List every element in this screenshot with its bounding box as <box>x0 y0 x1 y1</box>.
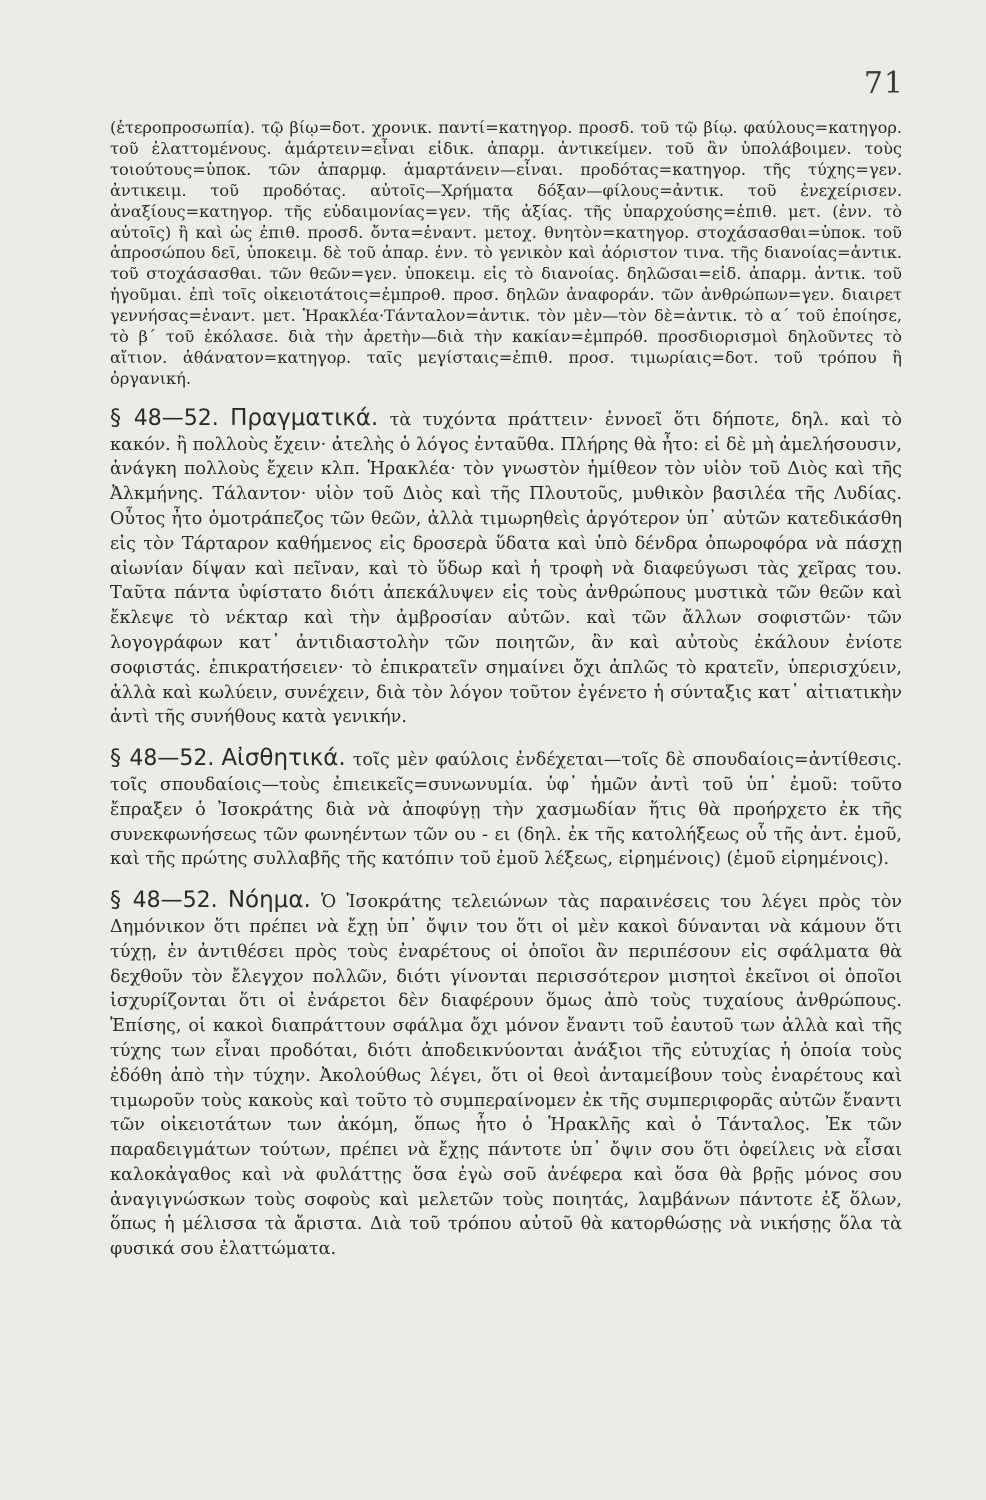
grammatical-notes <box>110 118 902 390</box>
section-paragraph <box>110 746 902 872</box>
section-number: § 48—52. <box>110 888 218 914</box>
section-body: Ὁ Ἰσοκράτης τελειώνων τὰς παραινέσεις του λέγει πρὸς τὸν Δημόνικον ὅτι πρέπει νὰ ἔχῃ ὑπ᾿ ὄψιν του ὅτι οἱ μὲν κακοὶ δύνανται νὰ κάμουν ὅτι τύχῃ, ἐν ἀντιθέσει πρὸς τοὺς ἐναρέτους οἱ ὁποῖοι ἂν περιπέσουν εἰς σφάλματα θὰ δεχθοῦν τὸν ἔλεγχον πολλῶν, διότι γίνονται περισσότερον μισητοὶ ἐκεῖνοι οἱ ὁποῖοι ἰσχυρίζονται ὅτι οἱ ἐνάρετοι δὲν διαφέρουν ὅμως ἀπὸ τοὺς τυχαίους ἀνθρώπους. Ἐπίσης, οἱ κακοὶ διαπράττουν σφάλμα ὄχι μόνον ἔναντι τοῦ ἑαυτοῦ των ἀλλὰ καὶ τῆς τύχης των εἶναι προδόται, διότι ἀποδεικνύονται ἀνάξιοι τῆς εὐτυχίας ἡ ὁποία τοὺς ἐδόθη ἀπὸ τὴν τύχην. Ἀκολούθως λέγει, ὅτι οἱ θεοὶ ἀνταμείβουν τοὺς ἐναρέτους καὶ τιμωροῦν τοὺς κακοὺς καὶ τοῦτο τὸ συμπεραίνομεν ἐκ τῆς συμπεριφορᾶς αὐτῶν ἔναντι τῶν οἰκειοτάτων των ἀκόμη, ὅπως ἦτο ὁ Ἡρακλῆς καὶ ὁ Τάνταλος. Ἐκ τῶν παραδειγμάτων τούτων, πρέπει νὰ ἔχῃς πάντοτε ὑπ᾿ ὄψιν σου ὅτι ὀφείλεις νὰ εἶσαι καλοκἀγαθος καὶ νὰ φυλάττῃς ὅσα ἐγὼ σοῦ ἀνέφερα καὶ ὅσα θὰ βρῇς μόνος σου ἀναγιγνώσκων τοὺς σοφοὺς καὶ μελετῶν τοὺς ποιητάς, λαμβάνων πάντοτε ἐξ ὅλων, ὅπως ἡ μέλισσα τὰ ἄριστα. Διὰ τοῦ τρόπου αὐτοῦ θὰ κατορθώσῃς νὰ νικήσῃς ὅλα τὰ φυσικά σου ἐλαττώματα. <box>110 892 902 1260</box>
section-body: τὰ τυχόντα πράττειν· ἐννοεῖ ὅτι δήποτε, δηλ. καὶ τὸ κακόν. ἢ πολλοὺς ἔχειν· ἀτελὴς ὁ λόγος ἐνταῦθα. Πλήρης θὰ ἦτο: εἰ δὲ μὴ ἀμελήσουσιν, ἀνάγκη πολλοὺς ἔχειν κλπ. Ἡρακλέα· τὸν γνωστὸν ἡμίθεον τὸν υἱὸν τοῦ Διὸς καὶ τῆς Ἀλκμήνης. Τάλαντον· υἱὸν τοῦ Διὸς καὶ τῆς Πλουτοῦς, μυθικὸν βασιλέα τῆς Λυδίας. Οὗτος ἦτο ὁμοτράπεζος τῶν θεῶν, ἀλλὰ τιμωρηθεὶς ἀργότερον ὑπ᾿ αὐτῶν κατεδικάσθη εἰς τὸν Τάρταρον καθήμενος εἰς δροσερὰ ὕδατα καὶ ὑπὸ δένδρα ὀπωροφόρα νὰ πάσχῃ αἰωνίαν δίψαν καὶ πεῖναν, καὶ τὸ ὕδωρ καὶ ἡ τροφὴ νὰ διαφεύγωσι τὰς χεῖρας του. Ταῦτα πάντα ὑφίστατο διότι ἀπεκάλυψεν εἰς τοὺς ἀνθρώπους μυστικὰ τῶν θεῶν καὶ ἔκλεψε τὸ νέκταρ καὶ τὴν ἀμβροσίαν αὐτῶν. καὶ τῶν ἄλλων σοφιστῶν· τῶν λογογράφων κατ᾿ ἀντιδιαστολὴν τῶν ποιητῶν, ἂν καὶ αὐτοὺς ἐκάλουν ἐνίοτε σοφιστάς. ἐπικρατήσειεν· τὸ ἐπικρατεῖν σημαίνει ὄχι ἁπλῶς τὸ κρατεῖν, ὑπερισχύειν, ἀλλὰ καὶ κωλύειν, συνέχειν, διὰ τὸν λόγον τοῦτον ἐγένετο ἡ σύνταξις κατ᾿ αἰτιατικὴν ἀντὶ τῆς συνήθους κατὰ γενικήν. <box>110 409 902 728</box>
section-noima <box>110 888 902 1262</box>
section-body: τοῖς μὲν φαύλοις ἐνδέχεται—τοῖς δὲ σπουδαίοις=ἀντίθεσις. τοῖς σπουδαίοις—τοὺς ἐπιεικεῖς=συνωνυμία. ὑφ᾿ ἡμῶν ἀντὶ τοῦ ὑπ᾿ ἐμοῦ: τοῦτο ἔπραξεν ὁ Ἰσοκράτης διὰ νὰ ἀποφύγῃ τὴν χασμωδίαν ἥτις θὰ προήρχετο ἐκ τῆς συνεκφωνήσεως τῶν φωνηέντων τῶν ου - ει (δηλ. ἐκ τῆς κατολήξεως οὗ τῆς ἀντ. ἐμοῦ, καὶ τῆς πρώτης συλλαβῆς τῆς κατόπιν τοῦ ἐμοῦ λέξεως, εἰρημένοις) (ἐμοῦ εἰρημένοις). <box>110 750 902 870</box>
section-paragraph <box>110 888 902 1262</box>
section-title: Πραγματικά. <box>230 404 379 431</box>
section-title: Αἰσθητικά. <box>221 745 346 772</box>
notes-text: (ἑτεροπροσωπία). τῷ βίῳ=δοτ. χρονικ. παντί=κατηγορ. προσδ. τοῦ τῷ βίῳ. φαύλους=κατηγορ. τοῦ ἐλαττομένους. ἁμάρτειν=εἶναι εἰδικ. ἀπαρμ. ἀντικείμεν. τοῦ ἂν ὑπολάβοιμεν. τοὺς τοιούτους=ὑποκ. τῶν ἀπαρμφ. ἁμαρτάνειν—εἶναι. προδότας=κατηγορ. τῆς τύχης=γεν. ἀντικειμ. τοῦ προδότας. αὐτοῖς—Χρήματα δόξαν—φίλους=ἀντικ. τοῦ ἐνεχείρισεν. ἀναξίους=κατηγορ. τῆς εὐδαιμονίας=γεν. τῆς ἀξίας. τῆς ὑπαρχούσης=ἐπιθ. μετ. (ἐνν. τὸ αὐτοῖς) ἢ καὶ ὡς ἐπιθ. προσδ. ὄντα=ἐναντ. μετοχ. θνητὸν=κατηγορ. στοχάσασθαι=ὑποκ. τοῦ ἀπροσώπου δεῖ, ὑποκειμ. δὲ τοῦ ἀπαρ. ἐνν. τὸ γενικὸν καὶ ἀόριστον τινα. τῆς διανοίας=ἀντικ. τοῦ στοχάσασθαι. τῶν θεῶν=γεν. ὑποκειμ. εἰς τὸ διανοίας. δηλῶσαι=εἰδ. ἀπαρμ. ἀντικ. τοῦ ἡγοῦμαι. ἐπὶ τοῖς οἰκειοτάτοις=ἐμπροθ. προσ. δηλῶν ἀναφοράν. τῶν ἀνθρώπων=γεν. διαιρετ γεννήσας=ἐναντ. μετ. Ἡρακλέα·Τάνταλον=ἀντικ. τὸν μὲν—τὸν δὲ=ἀντικ. τὸ α´ τοῦ ἐποίησε, τὸ β´ τοῦ ἐκόλασε. διὰ τὴν ἀρετὴν—διὰ τὴν κακίαν=ἐμπρόθ. προσδιορισμοὶ δηλοῦντες τὸ αἴτιον. ἀθάνατον=κατηγορ. ταῖς μεγίσταις=ἐπιθ. προσ. τιμωρίαις=δοτ. τοῦ τρόπου ἢ ὀργανική. <box>110 118 902 388</box>
section-number: § 48—52. <box>110 405 219 431</box>
page-number: 71 <box>863 66 904 101</box>
section-number: § 48—52. <box>110 746 215 772</box>
section-paragraph <box>110 406 902 730</box>
section-pragmatika <box>110 406 902 730</box>
section-title: Νόημα. <box>227 887 311 914</box>
page-body <box>110 118 902 1278</box>
section-aisthitika <box>110 746 902 872</box>
